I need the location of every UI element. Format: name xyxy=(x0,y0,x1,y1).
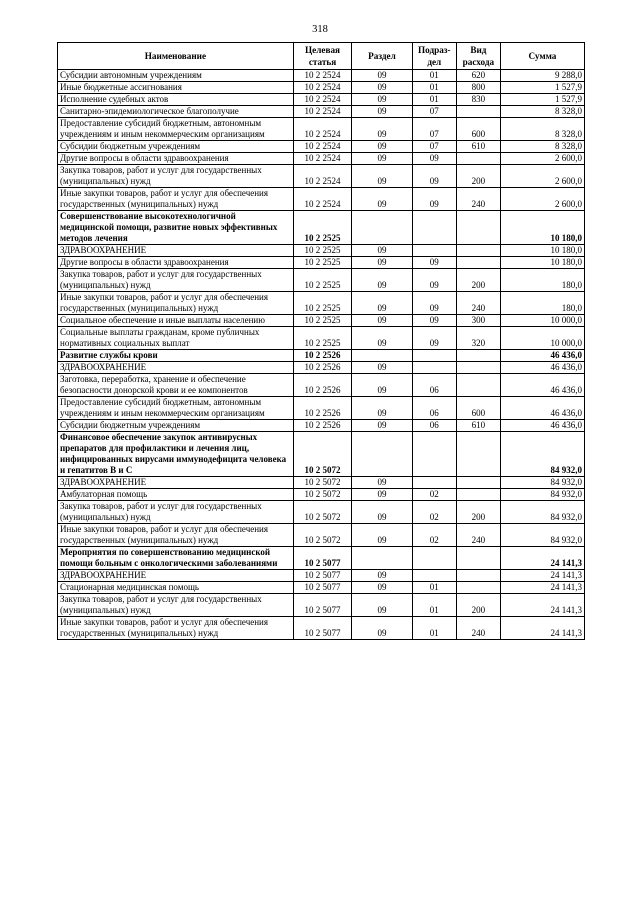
cell-section xyxy=(352,432,412,477)
cell-subsection xyxy=(412,570,456,582)
cell-section: 09 xyxy=(352,118,412,141)
cell-section: 09 xyxy=(352,570,412,582)
cell-subsection: 07 xyxy=(412,141,456,153)
table-row xyxy=(58,70,585,82)
cell-section: 09 xyxy=(352,70,412,82)
cell-subsection: 07 xyxy=(412,118,456,141)
table-row xyxy=(58,211,585,245)
cell-sum: 180,0 xyxy=(500,292,584,315)
cell-name: ЗДРАВООХРАНЕНИЕ xyxy=(58,570,294,582)
cell-name: Иные бюджетные ассигнования xyxy=(58,82,294,94)
cell-expense-type xyxy=(456,432,500,477)
header-code: Целевая статья xyxy=(293,43,351,70)
cell-target-code: 10 2 2524 xyxy=(293,82,351,94)
table-header-row xyxy=(58,43,585,70)
cell-sum: 10 180,0 xyxy=(500,257,584,269)
cell-name: Развитие службы крови xyxy=(58,350,294,362)
page-number: 318 xyxy=(312,24,328,35)
table-row xyxy=(58,570,585,582)
header-subsection: Подраз-дел xyxy=(412,43,456,70)
cell-target-code: 10 2 2526 xyxy=(293,420,351,432)
cell-subsection: 06 xyxy=(412,397,456,420)
cell-sum: 2 600,0 xyxy=(500,188,584,211)
cell-expense-type: 240 xyxy=(456,617,500,640)
table-row xyxy=(58,245,585,257)
cell-target-code: 10 2 5077 xyxy=(293,594,351,617)
cell-target-code: 10 2 5072 xyxy=(293,477,351,489)
cell-sum: 24 141,3 xyxy=(500,594,584,617)
table-row xyxy=(58,188,585,211)
cell-target-code: 10 2 2525 xyxy=(293,257,351,269)
cell-subsection xyxy=(412,211,456,245)
cell-name: Социальное обеспечение и иные выплаты населению xyxy=(58,315,294,327)
cell-expense-type: 300 xyxy=(456,315,500,327)
cell-expense-type xyxy=(456,582,500,594)
cell-name: Иные закупки товаров, работ и услуг для обеспечения государственных (муниципальных) нужд xyxy=(58,292,294,315)
table-row xyxy=(58,153,585,165)
table-row xyxy=(58,477,585,489)
cell-expense-type: 620 xyxy=(456,70,500,82)
cell-sum: 180,0 xyxy=(500,269,584,292)
cell-section xyxy=(352,547,412,570)
table-row xyxy=(58,141,585,153)
cell-sum: 8 328,0 xyxy=(500,118,584,141)
cell-expense-type: 830 xyxy=(456,94,500,106)
cell-sum: 2 600,0 xyxy=(500,165,584,188)
cell-subsection: 01 xyxy=(412,94,456,106)
cell-sum: 84 932,0 xyxy=(500,524,584,547)
table-row xyxy=(58,594,585,617)
table-row xyxy=(58,118,585,141)
cell-expense-type xyxy=(456,477,500,489)
table-row xyxy=(58,350,585,362)
table-row xyxy=(58,374,585,397)
cell-section: 09 xyxy=(352,257,412,269)
cell-subsection: 01 xyxy=(412,82,456,94)
cell-target-code: 10 2 2525 xyxy=(293,269,351,292)
header-sum: Сумма xyxy=(500,43,584,70)
cell-sum: 2 600,0 xyxy=(500,153,584,165)
cell-target-code: 10 2 2524 xyxy=(293,94,351,106)
cell-sum: 24 141,3 xyxy=(500,547,584,570)
cell-name: Мероприятия по совершенствованию медицинской помощи больным с онкологическими заболеваниями xyxy=(58,547,294,570)
cell-name: Закупка товаров, работ и услуг для государственных (муниципальных) нужд xyxy=(58,501,294,524)
cell-expense-type xyxy=(456,106,500,118)
cell-section: 09 xyxy=(352,94,412,106)
cell-sum: 46 436,0 xyxy=(500,374,584,397)
cell-expense-type: 600 xyxy=(456,397,500,420)
table-row xyxy=(58,432,585,477)
cell-section: 09 xyxy=(352,420,412,432)
cell-subsection xyxy=(412,477,456,489)
cell-sum: 46 436,0 xyxy=(500,420,584,432)
cell-name: Стационарная медицинская помощь xyxy=(58,582,294,594)
cell-subsection: 09 xyxy=(412,292,456,315)
cell-expense-type: 610 xyxy=(456,420,500,432)
cell-subsection: 02 xyxy=(412,524,456,547)
cell-sum: 10 000,0 xyxy=(500,315,584,327)
cell-target-code: 10 2 5072 xyxy=(293,489,351,501)
table-row xyxy=(58,582,585,594)
cell-sum: 84 932,0 xyxy=(500,489,584,501)
cell-section: 09 xyxy=(352,594,412,617)
cell-subsection: 06 xyxy=(412,374,456,397)
cell-target-code: 10 2 2525 xyxy=(293,211,351,245)
table-row xyxy=(58,420,585,432)
cell-section xyxy=(352,211,412,245)
cell-section: 09 xyxy=(352,582,412,594)
cell-target-code: 10 2 2525 xyxy=(293,315,351,327)
cell-name: Амбулаторная помощь xyxy=(58,489,294,501)
cell-expense-type: 800 xyxy=(456,82,500,94)
cell-target-code: 10 2 2524 xyxy=(293,165,351,188)
cell-target-code: 10 2 5072 xyxy=(293,432,351,477)
cell-target-code: 10 2 2526 xyxy=(293,350,351,362)
cell-expense-type: 200 xyxy=(456,501,500,524)
table-row xyxy=(58,489,585,501)
cell-section: 09 xyxy=(352,617,412,640)
table-row xyxy=(58,362,585,374)
cell-sum: 24 141,3 xyxy=(500,570,584,582)
cell-name: ЗДРАВООХРАНЕНИЕ xyxy=(58,362,294,374)
cell-target-code: 10 2 2524 xyxy=(293,153,351,165)
cell-subsection: 01 xyxy=(412,617,456,640)
cell-section: 09 xyxy=(352,524,412,547)
cell-name: Финансовое обеспечение закупок антивирусных препаратов для профилактики и лечения лиц, инфицированных вирусами иммунодефицита человека и гепатитов В и С xyxy=(58,432,294,477)
cell-expense-type xyxy=(456,547,500,570)
cell-name: ЗДРАВООХРАНЕНИЕ xyxy=(58,477,294,489)
cell-target-code: 10 2 2524 xyxy=(293,106,351,118)
table-row xyxy=(58,501,585,524)
cell-section: 09 xyxy=(352,153,412,165)
cell-expense-type: 200 xyxy=(456,269,500,292)
cell-expense-type xyxy=(456,362,500,374)
table-row xyxy=(58,269,585,292)
cell-section xyxy=(352,350,412,362)
header-expense-type: Вид расхода xyxy=(456,43,500,70)
header-name: Наименование xyxy=(58,43,294,70)
cell-expense-type xyxy=(456,153,500,165)
cell-section: 09 xyxy=(352,106,412,118)
table-row xyxy=(58,106,585,118)
cell-target-code: 10 2 2524 xyxy=(293,118,351,141)
cell-subsection: 02 xyxy=(412,501,456,524)
cell-sum: 84 932,0 xyxy=(500,432,584,477)
cell-subsection: 09 xyxy=(412,188,456,211)
cell-name: Иные закупки товаров, работ и услуг для обеспечения государственных (муниципальных) нужд xyxy=(58,617,294,640)
cell-target-code: 10 2 2526 xyxy=(293,362,351,374)
cell-sum: 24 141,3 xyxy=(500,617,584,640)
cell-subsection: 01 xyxy=(412,594,456,617)
cell-name: Субсидии бюджетным учреждениям xyxy=(58,420,294,432)
cell-sum: 8 328,0 xyxy=(500,141,584,153)
cell-name: ЗДРАВООХРАНЕНИЕ xyxy=(58,245,294,257)
cell-expense-type xyxy=(456,350,500,362)
cell-name: Закупка товаров, работ и услуг для государственных (муниципальных) нужд xyxy=(58,269,294,292)
cell-name: Иные закупки товаров, работ и услуг для обеспечения государственных (муниципальных) нужд xyxy=(58,524,294,547)
cell-expense-type: 610 xyxy=(456,141,500,153)
cell-target-code: 10 2 5072 xyxy=(293,501,351,524)
cell-section: 09 xyxy=(352,489,412,501)
cell-sum: 24 141,3 xyxy=(500,582,584,594)
cell-expense-type xyxy=(456,257,500,269)
cell-subsection xyxy=(412,362,456,374)
cell-target-code: 10 2 5072 xyxy=(293,524,351,547)
table-row xyxy=(58,547,585,570)
cell-subsection: 09 xyxy=(412,269,456,292)
cell-sum: 10 000,0 xyxy=(500,327,584,350)
cell-target-code: 10 2 2524 xyxy=(293,141,351,153)
cell-name: Субсидии автономным учреждениям xyxy=(58,70,294,82)
cell-subsection: 07 xyxy=(412,106,456,118)
cell-target-code: 10 2 2526 xyxy=(293,397,351,420)
cell-name: Другие вопросы в области здравоохранения xyxy=(58,153,294,165)
cell-target-code: 10 2 5077 xyxy=(293,547,351,570)
table-row xyxy=(58,292,585,315)
cell-target-code: 10 2 2524 xyxy=(293,188,351,211)
cell-sum: 84 932,0 xyxy=(500,501,584,524)
cell-expense-type xyxy=(456,374,500,397)
cell-sum: 1 527,9 xyxy=(500,94,584,106)
cell-expense-type xyxy=(456,245,500,257)
budget-table xyxy=(57,42,585,640)
cell-target-code: 10 2 2525 xyxy=(293,327,351,350)
cell-section: 09 xyxy=(352,141,412,153)
cell-sum: 46 436,0 xyxy=(500,362,584,374)
table-row xyxy=(58,257,585,269)
cell-subsection xyxy=(412,547,456,570)
cell-section: 09 xyxy=(352,165,412,188)
cell-expense-type xyxy=(456,211,500,245)
cell-name: Социальные выплаты гражданам, кроме публичных нормативных социальных выплат xyxy=(58,327,294,350)
cell-subsection: 09 xyxy=(412,315,456,327)
cell-section: 09 xyxy=(352,374,412,397)
cell-target-code: 10 2 2525 xyxy=(293,292,351,315)
cell-name: Закупка товаров, работ и услуг для государственных (муниципальных) нужд xyxy=(58,594,294,617)
cell-subsection: 09 xyxy=(412,153,456,165)
cell-target-code: 10 2 5077 xyxy=(293,617,351,640)
cell-sum: 9 288,0 xyxy=(500,70,584,82)
cell-expense-type xyxy=(456,570,500,582)
cell-name: Закупка товаров, работ и услуг для государственных (муниципальных) нужд xyxy=(58,165,294,188)
cell-name: Субсидии бюджетным учреждениям xyxy=(58,141,294,153)
cell-section: 09 xyxy=(352,501,412,524)
cell-target-code: 10 2 5077 xyxy=(293,570,351,582)
cell-sum: 10 180,0 xyxy=(500,245,584,257)
cell-sum: 1 527,9 xyxy=(500,82,584,94)
table-row xyxy=(58,94,585,106)
table-row xyxy=(58,165,585,188)
cell-subsection: 02 xyxy=(412,489,456,501)
table-row xyxy=(58,315,585,327)
cell-name: Санитарно-эпидемиологическое благополучие xyxy=(58,106,294,118)
table-row xyxy=(58,82,585,94)
cell-sum: 46 436,0 xyxy=(500,397,584,420)
cell-section: 09 xyxy=(352,362,412,374)
header-section: Раздел xyxy=(352,43,412,70)
cell-target-code: 10 2 5077 xyxy=(293,582,351,594)
cell-name: Совершенствование высокотехнологичной медицинской помощи, развитие новых эффективных методов лечения xyxy=(58,211,294,245)
cell-expense-type: 240 xyxy=(456,524,500,547)
cell-section: 09 xyxy=(352,292,412,315)
cell-sum: 84 932,0 xyxy=(500,477,584,489)
cell-name: Предоставление субсидий бюджетным, автономным учреждениям и иным некоммерческим организациям xyxy=(58,118,294,141)
cell-sum: 10 180,0 xyxy=(500,211,584,245)
cell-expense-type: 200 xyxy=(456,594,500,617)
cell-subsection: 09 xyxy=(412,327,456,350)
cell-section: 09 xyxy=(352,397,412,420)
cell-expense-type: 240 xyxy=(456,188,500,211)
cell-expense-type: 320 xyxy=(456,327,500,350)
cell-target-code: 10 2 2526 xyxy=(293,374,351,397)
cell-target-code: 10 2 2524 xyxy=(293,70,351,82)
cell-subsection: 09 xyxy=(412,257,456,269)
cell-section: 09 xyxy=(352,245,412,257)
cell-name: Заготовка, переработка, хранение и обеспечение безопасности донорской крови и ее компонентов xyxy=(58,374,294,397)
cell-target-code: 10 2 2525 xyxy=(293,245,351,257)
cell-section: 09 xyxy=(352,269,412,292)
cell-subsection xyxy=(412,350,456,362)
cell-name: Исполнение судебных актов xyxy=(58,94,294,106)
cell-name: Предоставление субсидий бюджетным, автономным учреждениям и иным некоммерческим организациям xyxy=(58,397,294,420)
cell-subsection xyxy=(412,432,456,477)
cell-section: 09 xyxy=(352,477,412,489)
cell-section: 09 xyxy=(352,315,412,327)
cell-section: 09 xyxy=(352,188,412,211)
cell-name: Другие вопросы в области здравоохранения xyxy=(58,257,294,269)
cell-subsection: 09 xyxy=(412,165,456,188)
cell-expense-type: 200 xyxy=(456,165,500,188)
cell-sum: 8 328,0 xyxy=(500,106,584,118)
table-row xyxy=(58,524,585,547)
cell-sum: 46 436,0 xyxy=(500,350,584,362)
cell-subsection: 01 xyxy=(412,582,456,594)
cell-subsection xyxy=(412,245,456,257)
cell-section: 09 xyxy=(352,327,412,350)
table-row xyxy=(58,617,585,640)
cell-expense-type: 600 xyxy=(456,118,500,141)
cell-subsection: 06 xyxy=(412,420,456,432)
cell-expense-type xyxy=(456,489,500,501)
table-row xyxy=(58,327,585,350)
cell-expense-type: 240 xyxy=(456,292,500,315)
table-row xyxy=(58,397,585,420)
cell-subsection: 01 xyxy=(412,70,456,82)
cell-section: 09 xyxy=(352,82,412,94)
cell-name: Иные закупки товаров, работ и услуг для обеспечения государственных (муниципальных) нужд xyxy=(58,188,294,211)
